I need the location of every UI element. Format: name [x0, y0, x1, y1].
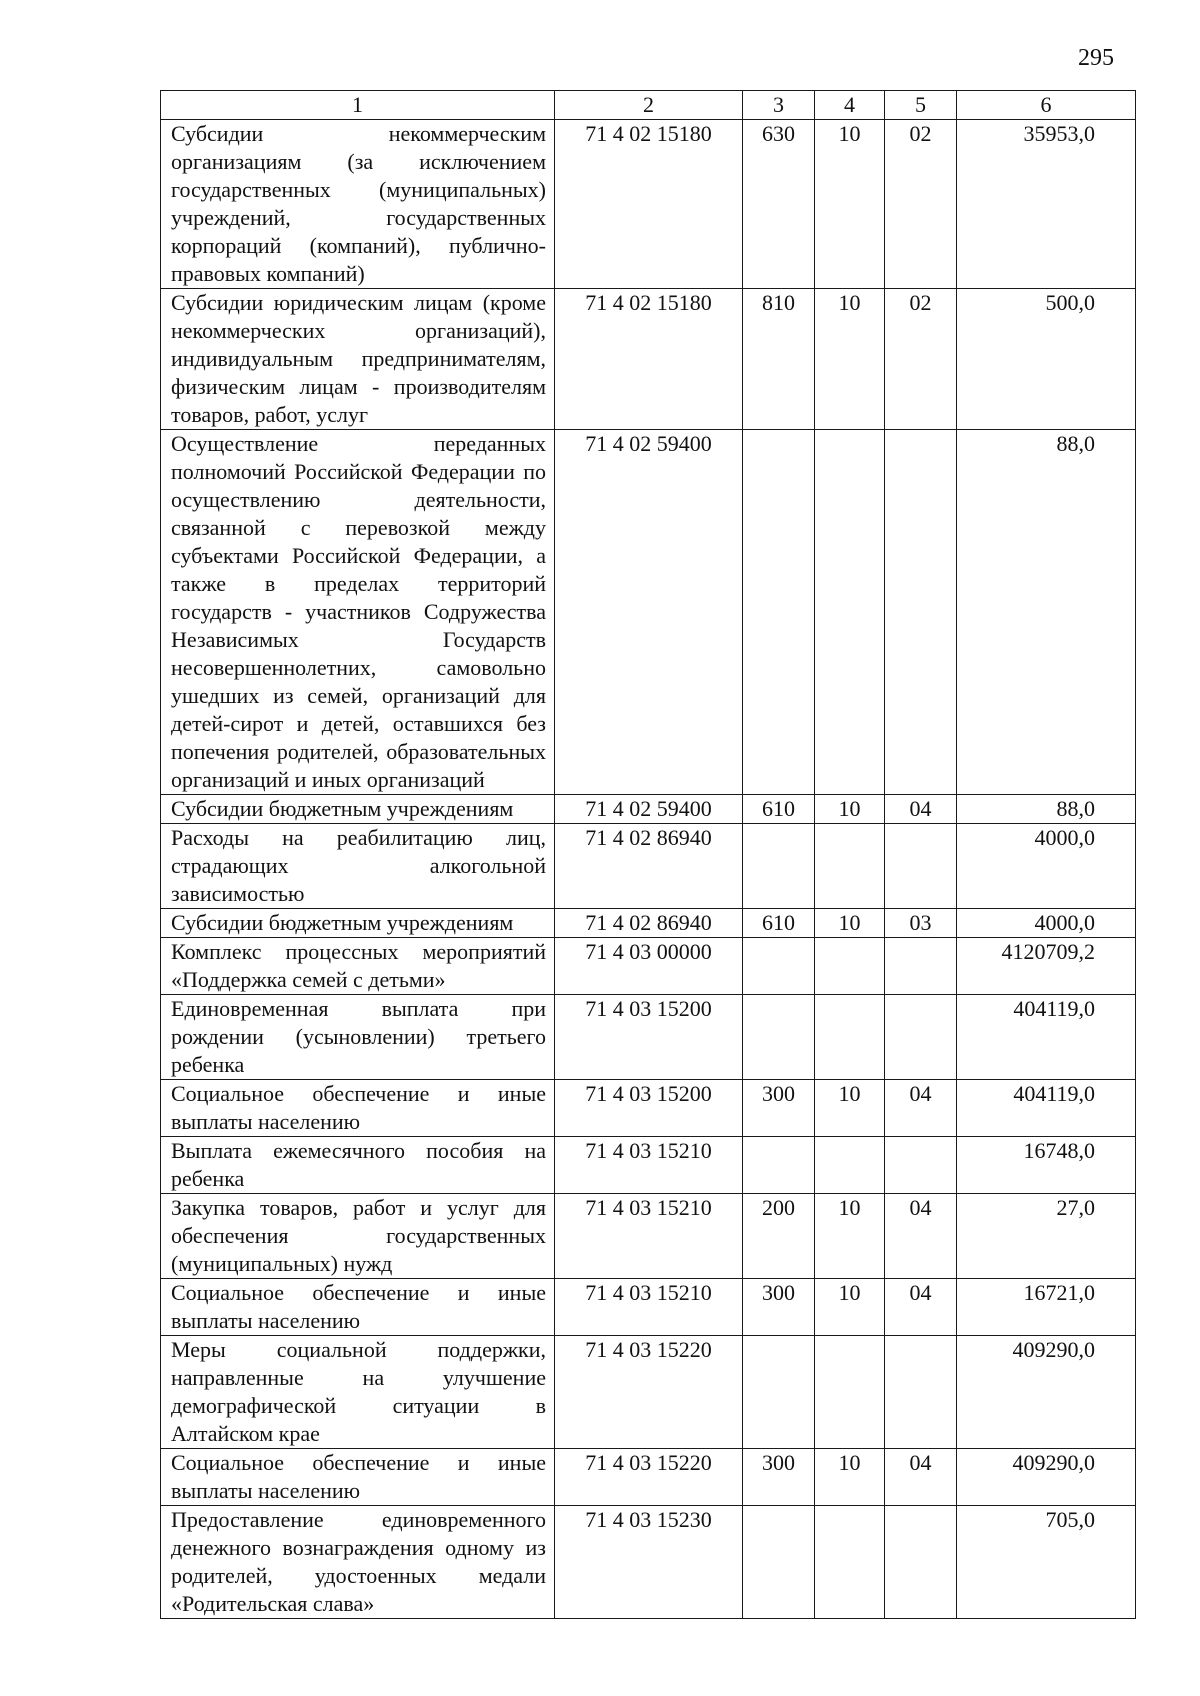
table-row — [161, 995, 1136, 1080]
row-code-cell: 71 4 03 15210 — [555, 1194, 743, 1279]
row-name-cell: Субсидии бюджетным учреждениям — [161, 909, 555, 938]
row-amount-cell: 404119,0 — [957, 995, 1136, 1080]
row-name-cell: Меры социальной поддержки, направленные на улучшение демографической ситуации в Алтайском крае — [161, 1336, 555, 1449]
column-header-3: 3 — [743, 91, 815, 120]
row-col4-cell — [815, 1506, 885, 1619]
row-col5-cell — [885, 1506, 957, 1619]
row-code-cell: 71 4 02 86940 — [555, 824, 743, 909]
row-col4-cell: 10 — [815, 1449, 885, 1506]
table-row — [161, 1080, 1136, 1137]
row-amount-cell: 4000,0 — [957, 909, 1136, 938]
row-col3-cell: 300 — [743, 1279, 815, 1336]
row-name-cell: Субсидии бюджетным учреждениям — [161, 795, 555, 824]
row-name-cell: Предоставление единовременного денежного вознаграждения одному из родителей, удостоенных медали «Родительская слава» — [161, 1506, 555, 1619]
row-col4-cell — [815, 995, 885, 1080]
row-name-cell: Осуществление переданных полномочий Российской Федерации по осуществлению деятельности, связанной с перевозкой между субъектами Российской Федерации, а также в пределах территорий государств - участников Содружества Независимых Государств несовершеннолетних, самовольно ушедших из семей, организаций для детей-сирот и детей, оставшихся без попечения родителей, образовательных организаций и иных организаций — [161, 430, 555, 795]
row-col5-cell: 02 — [885, 289, 957, 430]
row-code-cell: 71 4 03 00000 — [555, 938, 743, 995]
row-col3-cell: 810 — [743, 289, 815, 430]
row-col4-cell: 10 — [815, 289, 885, 430]
row-col5-cell: 03 — [885, 909, 957, 938]
row-col3-cell — [743, 1506, 815, 1619]
row-col5-cell: 04 — [885, 1279, 957, 1336]
table-row — [161, 1137, 1136, 1194]
table-row — [161, 289, 1136, 430]
row-code-cell: 71 4 02 15180 — [555, 120, 743, 289]
row-col4-cell: 10 — [815, 1194, 885, 1279]
row-col4-cell: 10 — [815, 1080, 885, 1137]
row-amount-cell: 88,0 — [957, 430, 1136, 795]
row-col5-cell: 02 — [885, 120, 957, 289]
row-code-cell: 71 4 03 15230 — [555, 1506, 743, 1619]
row-name-cell: Социальное обеспечение и иные выплаты населению — [161, 1449, 555, 1506]
row-name-cell: Субсидии некоммерческим организациям (за исключением государственных (муниципальных) учреждений, государственных корпораций (компаний), публично-правовых компаний) — [161, 120, 555, 289]
row-col3-cell: 200 — [743, 1194, 815, 1279]
row-amount-cell: 4120709,2 — [957, 938, 1136, 995]
row-col5-cell — [885, 824, 957, 909]
row-name-cell: Закупка товаров, работ и услуг для обеспечения государственных (муниципальных) нужд — [161, 1194, 555, 1279]
table-row — [161, 1194, 1136, 1279]
row-amount-cell: 27,0 — [957, 1194, 1136, 1279]
table-row — [161, 795, 1136, 824]
table-row — [161, 824, 1136, 909]
column-header-1: 1 — [161, 91, 555, 120]
row-col5-cell — [885, 1137, 957, 1194]
row-code-cell: 71 4 03 15200 — [555, 1080, 743, 1137]
row-name-cell: Субсидии юридическим лицам (кроме некоммерческих организаций), индивидуальным предпринимателям, физическим лицам - производителям товаров, работ, услуг — [161, 289, 555, 430]
row-amount-cell: 4000,0 — [957, 824, 1136, 909]
row-amount-cell: 404119,0 — [957, 1080, 1136, 1137]
table-row — [161, 1279, 1136, 1336]
row-col4-cell — [815, 824, 885, 909]
row-col3-cell: 610 — [743, 909, 815, 938]
table-row — [161, 938, 1136, 995]
row-col3-cell: 300 — [743, 1080, 815, 1137]
row-code-cell: 71 4 03 15210 — [555, 1137, 743, 1194]
row-amount-cell: 88,0 — [957, 795, 1136, 824]
row-code-cell: 71 4 02 15180 — [555, 289, 743, 430]
row-col5-cell: 04 — [885, 795, 957, 824]
table-row — [161, 120, 1136, 289]
row-col5-cell — [885, 430, 957, 795]
row-code-cell: 71 4 02 59400 — [555, 430, 743, 795]
row-col3-cell: 610 — [743, 795, 815, 824]
row-name-cell: Выплата ежемесячного пособия на ребенка — [161, 1137, 555, 1194]
row-col5-cell: 04 — [885, 1080, 957, 1137]
row-amount-cell: 16748,0 — [957, 1137, 1136, 1194]
column-header-6: 6 — [957, 91, 1136, 120]
row-code-cell: 71 4 02 86940 — [555, 909, 743, 938]
row-col3-cell — [743, 1137, 815, 1194]
row-col5-cell — [885, 995, 957, 1080]
budget-table — [160, 90, 1136, 1619]
row-col3-cell: 630 — [743, 120, 815, 289]
row-col4-cell: 10 — [815, 1279, 885, 1336]
row-amount-cell: 409290,0 — [957, 1336, 1136, 1449]
row-col4-cell — [815, 430, 885, 795]
row-col3-cell — [743, 1336, 815, 1449]
row-col5-cell: 04 — [885, 1194, 957, 1279]
row-col4-cell: 10 — [815, 909, 885, 938]
row-amount-cell: 35953,0 — [957, 120, 1136, 289]
column-header-2: 2 — [555, 91, 743, 120]
table-row — [161, 909, 1136, 938]
row-name-cell: Расходы на реабилитацию лиц, страдающих алкогольной зависимостью — [161, 824, 555, 909]
row-name-cell: Социальное обеспечение и иные выплаты населению — [161, 1080, 555, 1137]
row-col3-cell — [743, 824, 815, 909]
table-body — [161, 120, 1136, 1619]
row-col4-cell — [815, 1137, 885, 1194]
row-col3-cell: 300 — [743, 1449, 815, 1506]
table-row — [161, 1506, 1136, 1619]
table-row — [161, 1449, 1136, 1506]
column-header-4: 4 — [815, 91, 885, 120]
row-name-cell: Единовременная выплата при рождении (усыновлении) третьего ребенка — [161, 995, 555, 1080]
row-name-cell: Социальное обеспечение и иные выплаты населению — [161, 1279, 555, 1336]
row-col5-cell — [885, 938, 957, 995]
table-row — [161, 430, 1136, 795]
row-col4-cell: 10 — [815, 795, 885, 824]
row-col3-cell — [743, 995, 815, 1080]
row-code-cell: 71 4 03 15200 — [555, 995, 743, 1080]
row-amount-cell: 500,0 — [957, 289, 1136, 430]
row-code-cell: 71 4 03 15210 — [555, 1279, 743, 1336]
row-code-cell: 71 4 02 59400 — [555, 795, 743, 824]
row-amount-cell: 705,0 — [957, 1506, 1136, 1619]
row-col4-cell — [815, 938, 885, 995]
row-col3-cell — [743, 430, 815, 795]
row-amount-cell: 16721,0 — [957, 1279, 1136, 1336]
table-header-row — [161, 91, 1136, 120]
table-row — [161, 1336, 1136, 1449]
row-code-cell: 71 4 03 15220 — [555, 1336, 743, 1449]
column-header-5: 5 — [885, 91, 957, 120]
row-code-cell: 71 4 03 15220 — [555, 1449, 743, 1506]
row-amount-cell: 409290,0 — [957, 1449, 1136, 1506]
row-col5-cell: 04 — [885, 1449, 957, 1506]
row-col4-cell: 10 — [815, 120, 885, 289]
row-col4-cell — [815, 1336, 885, 1449]
page-number: 295 — [1078, 45, 1114, 71]
row-col5-cell — [885, 1336, 957, 1449]
row-col3-cell — [743, 938, 815, 995]
row-name-cell: Комплекс процессных мероприятий «Поддержка семей с детьми» — [161, 938, 555, 995]
